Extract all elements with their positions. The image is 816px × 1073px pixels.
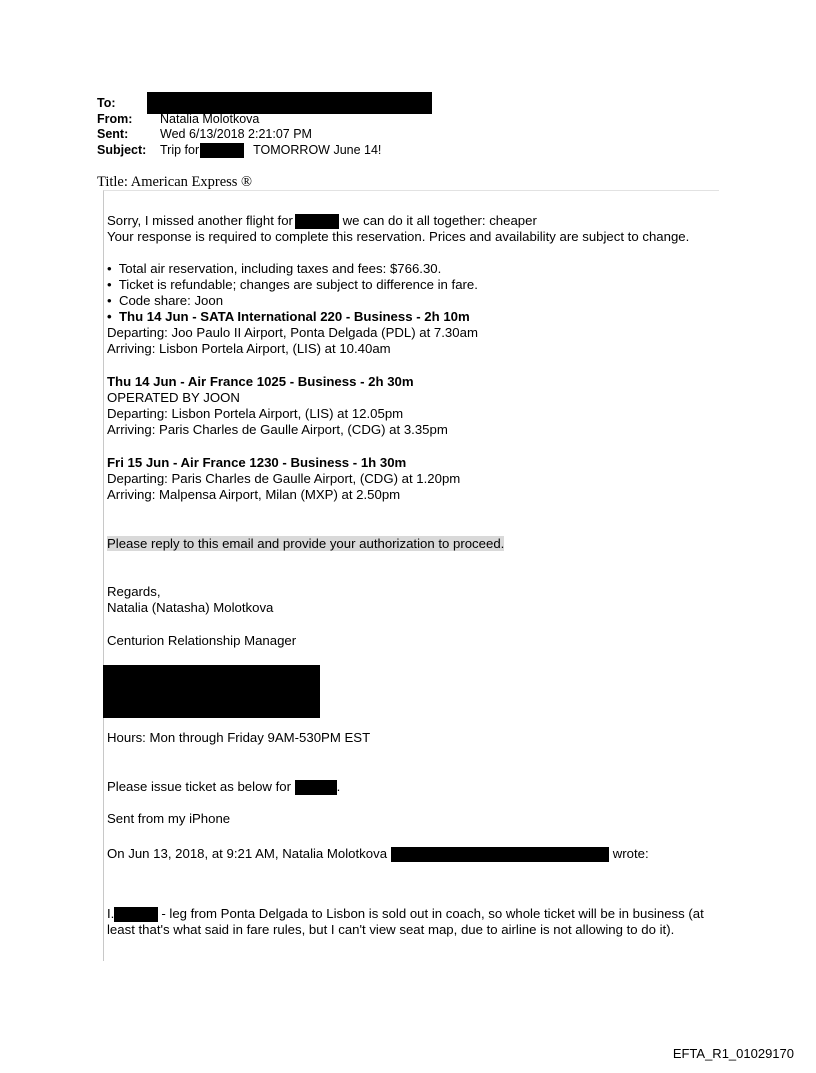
intro-line [107,213,707,229]
flight2-operated: OPERATED BY JOON [107,390,240,405]
redaction-box [295,780,337,795]
flight2-title: Thu 14 Jun - Air France 1025 - Business - 2h 30m [107,374,414,389]
redaction-box [295,214,339,229]
reply-highlight: Please reply to this email and provide your authorization to proceed. [107,536,505,551]
redaction-box [114,907,158,922]
reply-request [107,536,707,552]
quote-header: On Jun 13, 2018, at 9:21 AM, Natalia Molotkova wrote: [107,846,649,861]
bullet-item: • Total air reservation, including taxes and fees: $766.30. [107,261,442,276]
flight2-depart: Departing: Lisbon Portela Airport, (LIS) at 12.05pm [107,406,404,421]
bullet-item: • Ticket is refundable; changes are subject to difference in fare. [107,277,478,292]
sent-label: Sent: [97,127,129,141]
document-id: EFTA_R1_01029170 [672,1046,794,1061]
flight1-arrive: Arriving: Lisbon Portela Airport, (LIS) at 10.40am [107,341,391,356]
subject-pre: Trip for [160,143,200,157]
required-text: Your response is required to complete this reservation. Prices and availability are subject to change. [107,229,690,244]
to-label: To: [97,96,116,110]
flight2-arrive: Arriving: Paris Charles de Gaulle Airport, (CDG) at 3.35pm [107,422,448,437]
flight3-arrive: Arriving: Malpensa Airport, Milan (MXP) at 2.50pm [107,487,401,502]
subject-label: Subject: [97,143,147,157]
redaction-box [391,847,609,862]
issue-request: Please issue ticket as below for . [107,779,341,794]
subject-post: TOMORROW June 14! [253,143,382,157]
flight3-title: Fri 15 Jun - Air France 1230 - Business - 1h 30m [107,455,407,470]
intro-pre: Sorry, I missed another flight for [107,213,293,228]
signature-role: Centurion Relationship Manager [107,633,297,648]
signature-redaction [103,665,320,718]
flight1-depart: Departing: Joo Paulo II Airport, Ponta Delgada (PDL) at 7.30am [107,325,478,340]
signature-name: Natalia (Natasha) Molotkova [107,600,274,615]
iphone-signature: Sent from my iPhone [107,811,231,826]
redaction-box [200,143,244,158]
sent-value: Wed 6/13/2018 2:21:07 PM [160,127,312,141]
flight3-depart: Departing: Paris Charles de Gaulle Airport, (CDG) at 1.20pm [107,471,461,486]
intro-post: we can do it all together: cheaper [338,213,537,228]
from-value: Natalia Molotkova [160,112,260,126]
redaction-box [147,92,432,114]
email-title: Title: American Express ® [97,174,253,190]
from-label: From: [97,112,133,126]
office-hours: Hours: Mon through Friday 9AM-530PM EST [107,730,371,745]
bullet-item: • Code share: Joon [107,293,224,308]
leg-note: I. - leg from Ponta Delgada to Lisbon is sold out in coach, so whole ticket will be in business (at least that's what said in fare rules, but I can't view seat map, due to airline is not allowing to do it). [107,906,704,938]
bullet-item: • Thu 14 Jun - SATA International 220 - Business - 2h 10m [107,309,470,324]
regards: Regards, [107,584,161,599]
subject-value [160,143,381,158]
